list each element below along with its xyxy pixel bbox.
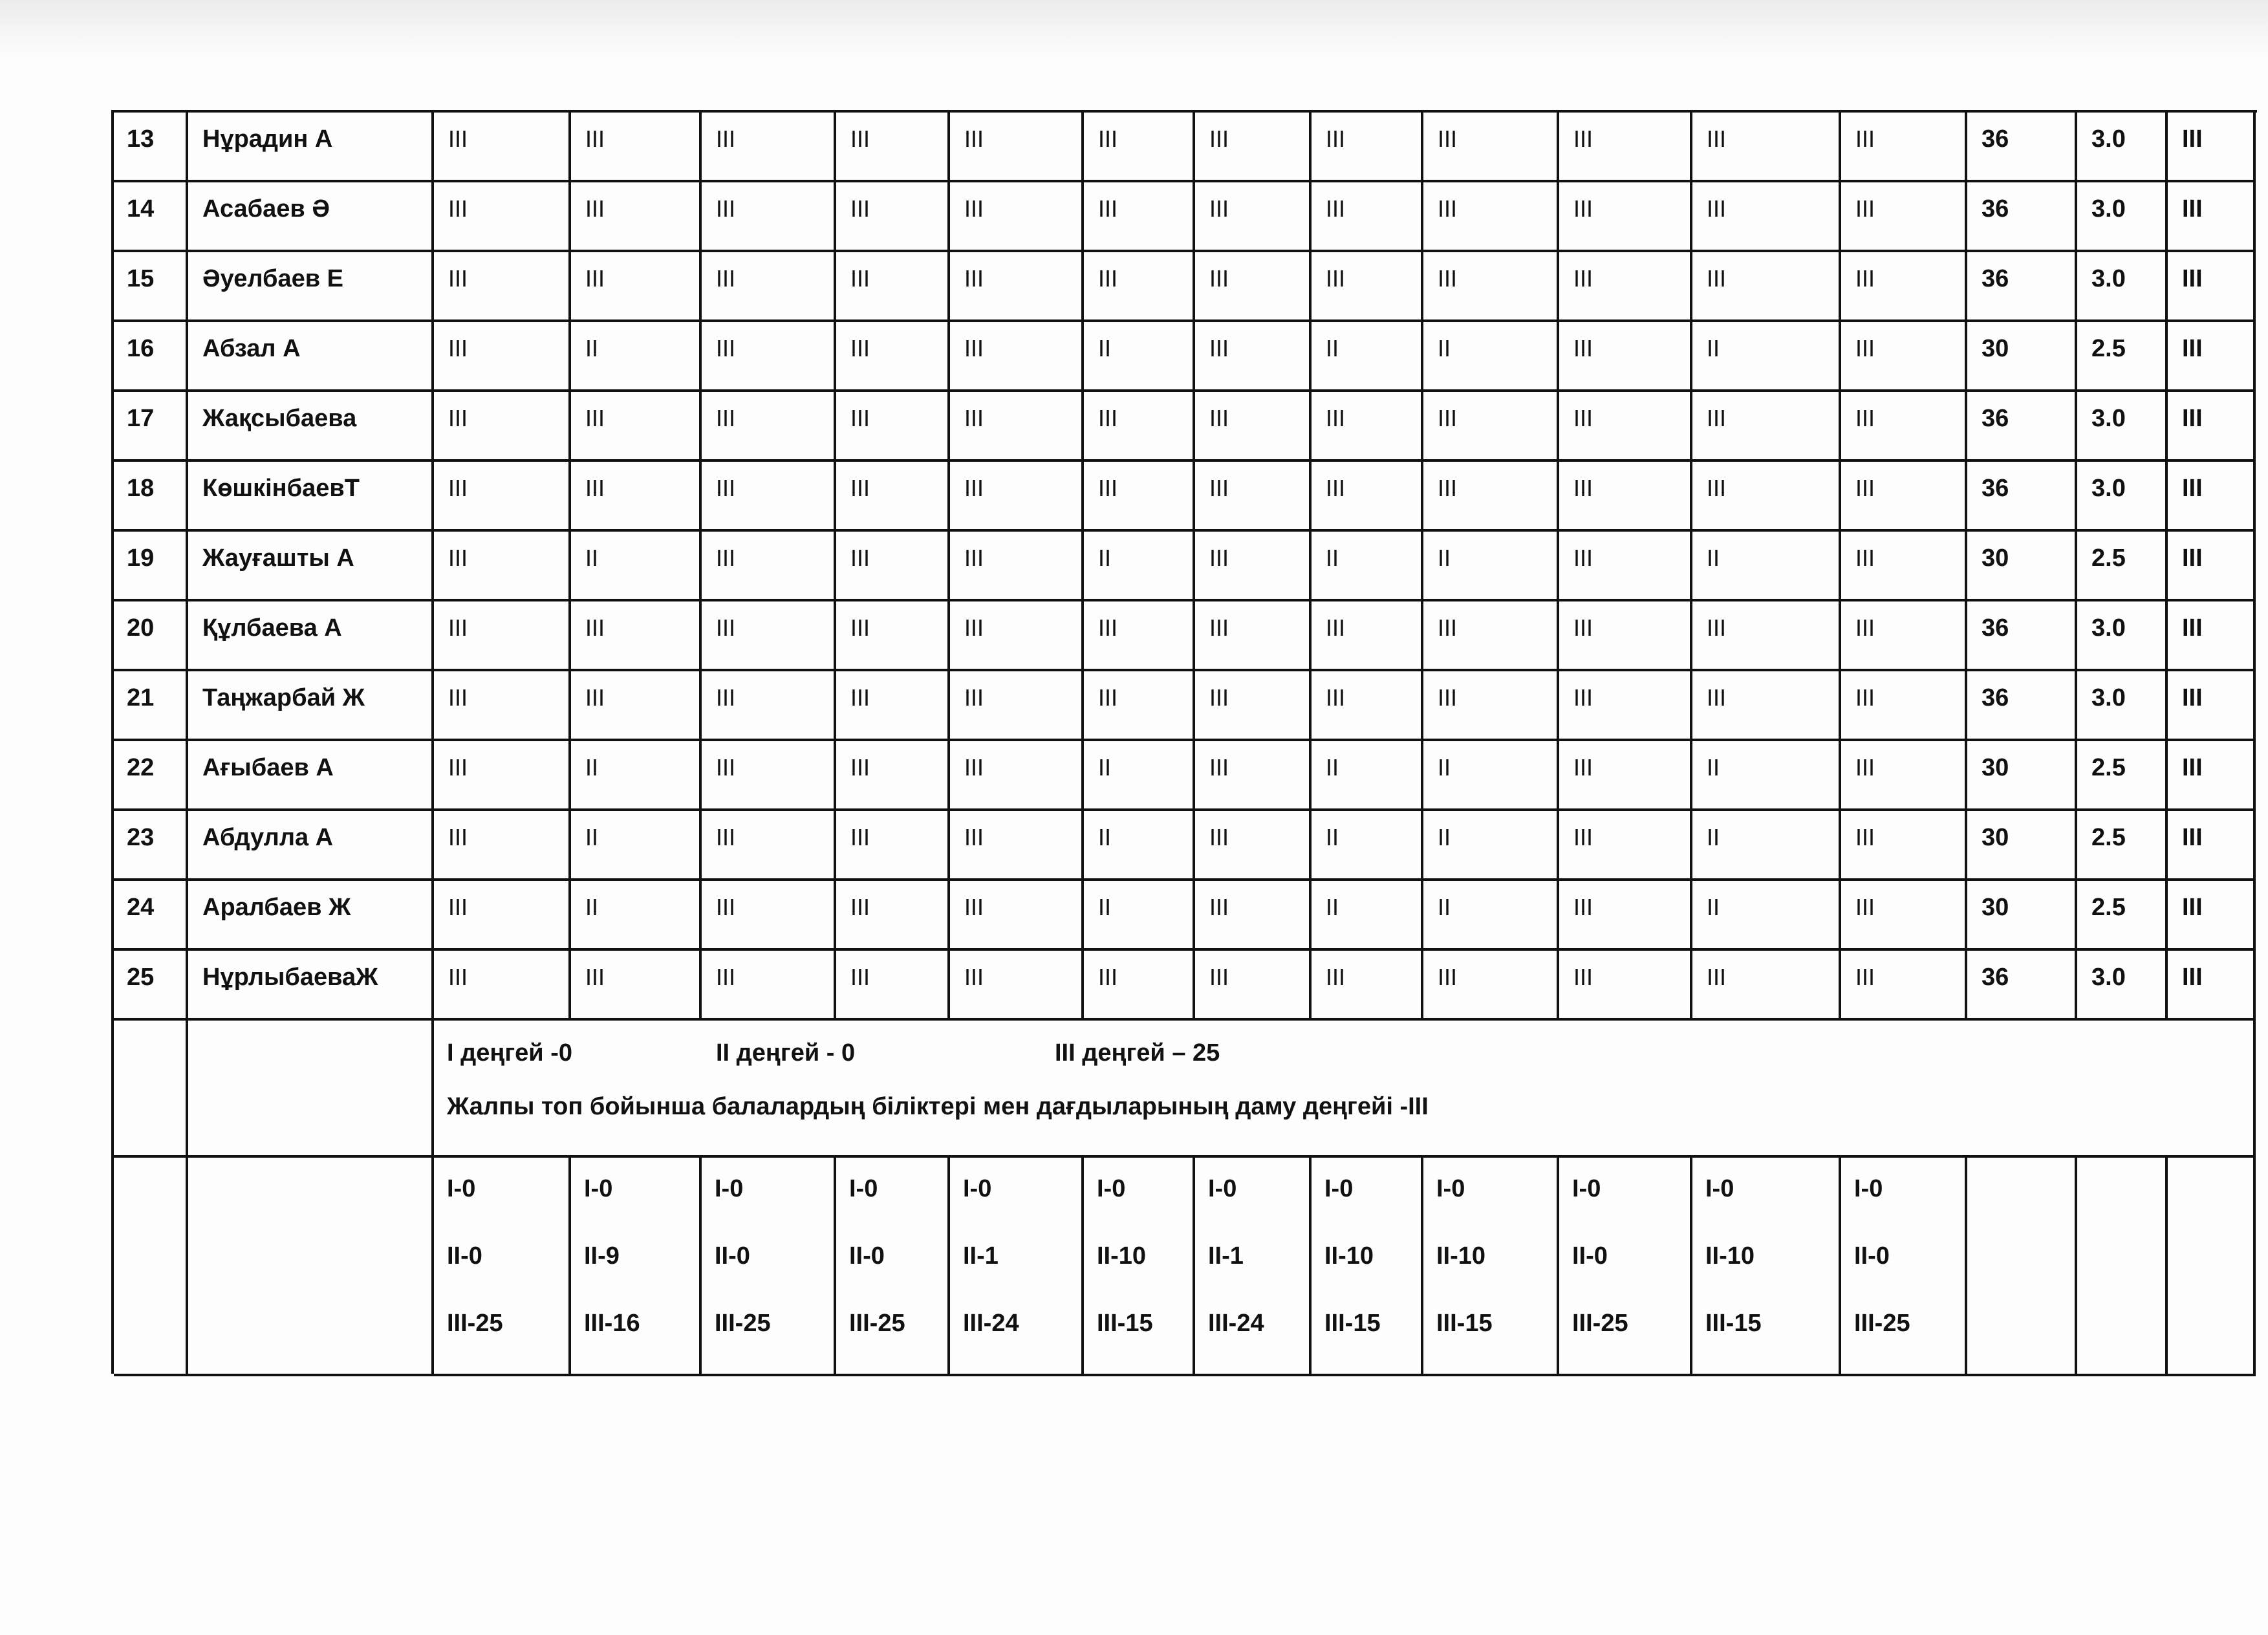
skill-level-cell: II — [1692, 532, 1841, 601]
distribution-value: I-0 — [963, 1175, 992, 1202]
skill-level-cell: II — [1692, 811, 1841, 881]
skill-level-cell: II — [1084, 532, 1195, 601]
skill-level-cell: II — [1692, 322, 1841, 392]
skill-level-cell: III — [702, 252, 836, 322]
skill-level-cell: III — [702, 532, 836, 601]
skill-level-cell: III — [1559, 951, 1692, 1021]
skill-level-cell: II — [1423, 322, 1559, 392]
skill-level-cell: III — [1195, 811, 1312, 881]
skill-level-cell: III — [1559, 811, 1692, 881]
skill-level-cell: III — [1841, 113, 1967, 182]
row-number: 23 — [114, 811, 188, 881]
total-score: 30 — [1967, 322, 2077, 392]
level-3-count: III деңгей – 25 — [1055, 1039, 1220, 1067]
empty-cell — [114, 1158, 188, 1376]
total-score: 36 — [1967, 462, 2077, 532]
level-counts — [447, 1032, 2253, 1074]
average-score: 2.5 — [2077, 322, 2168, 392]
distribution-value: III-25 — [1572, 1310, 1628, 1337]
skill-level-cell: III — [836, 601, 950, 671]
skill-level-cell: III — [434, 951, 571, 1021]
child-name: НұрлыбаеваЖ — [188, 951, 434, 1021]
distribution-value: II-10 — [1705, 1242, 1755, 1270]
skill-level-cell: III — [434, 462, 571, 532]
total-score: 30 — [1967, 811, 2077, 881]
empty-cell — [188, 1158, 434, 1376]
average-score: 2.5 — [2077, 811, 2168, 881]
skill-level-cell: II — [1312, 532, 1423, 601]
skill-level-cell: III — [1841, 811, 1967, 881]
skill-level-cell: II — [1084, 881, 1195, 951]
skill-level-cell: III — [571, 951, 702, 1021]
distribution-value: II-0 — [715, 1242, 750, 1270]
skill-level-cell: II — [1423, 881, 1559, 951]
distribution-value: III-15 — [1324, 1310, 1381, 1337]
distribution-value: II-10 — [1436, 1242, 1486, 1270]
distribution-value: I-0 — [1572, 1175, 1601, 1202]
level-distribution-cell — [1084, 1158, 1195, 1376]
distribution-value: II-10 — [1324, 1242, 1374, 1270]
total-score: 30 — [1967, 532, 2077, 601]
final-level: III — [2168, 811, 2256, 881]
child-name: Аралбаев Ж — [188, 881, 434, 951]
skill-level-cell: III — [1692, 113, 1841, 182]
empty-cell — [188, 1021, 434, 1158]
skill-level-cell: III — [950, 881, 1084, 951]
skill-level-cell: II — [1312, 811, 1423, 881]
final-level: III — [2168, 881, 2256, 951]
skill-level-cell: III — [434, 601, 571, 671]
skill-level-cell: II — [1423, 811, 1559, 881]
skill-level-cell: III — [1084, 671, 1195, 741]
skill-level-cell: III — [1084, 182, 1195, 252]
distribution-value: III-15 — [1705, 1310, 1762, 1337]
skill-level-cell: III — [1195, 881, 1312, 951]
skill-level-cell: III — [1841, 881, 1967, 951]
skill-level-cell: III — [836, 671, 950, 741]
skill-level-cell: III — [702, 811, 836, 881]
skill-level-cell: II — [571, 322, 702, 392]
skill-level-cell: III — [1841, 322, 1967, 392]
skill-level-cell: III — [571, 462, 702, 532]
skill-level-cell: III — [836, 462, 950, 532]
skill-level-cell: III — [1559, 532, 1692, 601]
skill-level-cell: III — [1195, 113, 1312, 182]
skill-level-cell: III — [1195, 252, 1312, 322]
skill-level-cell: III — [1423, 392, 1559, 462]
skill-level-cell: III — [950, 182, 1084, 252]
level-distribution-cell — [1195, 1158, 1312, 1376]
row-number: 14 — [114, 182, 188, 252]
distribution-value: I-0 — [584, 1175, 613, 1202]
level-distribution-cell — [950, 1158, 1084, 1376]
skill-level-cell: III — [1559, 252, 1692, 322]
skill-level-cell: III — [571, 182, 702, 252]
average-score: 2.5 — [2077, 881, 2168, 951]
skill-level-cell: III — [1195, 951, 1312, 1021]
child-name: Жақсыбаева — [188, 392, 434, 462]
skill-level-cell: III — [950, 532, 1084, 601]
row-number: 20 — [114, 601, 188, 671]
final-level: III — [2168, 392, 2256, 462]
skill-level-cell: III — [434, 113, 571, 182]
skill-level-cell: III — [571, 392, 702, 462]
skill-level-cell: III — [1195, 392, 1312, 462]
group-summary: Жалпы топ бойынша балалардың біліктері мен дағдыларының даму деңгейі -III — [447, 1093, 1429, 1120]
child-name: Ағыбаев А — [188, 741, 434, 811]
final-level: III — [2168, 252, 2256, 322]
skill-level-cell: III — [836, 252, 950, 322]
distribution-value: III-25 — [849, 1310, 905, 1337]
level-distribution-cell — [1841, 1158, 1967, 1376]
skill-level-cell: III — [1195, 671, 1312, 741]
skill-level-cell: III — [434, 252, 571, 322]
skill-level-cell: III — [434, 671, 571, 741]
skill-level-cell: III — [1423, 601, 1559, 671]
skill-level-cell: III — [950, 252, 1084, 322]
row-number: 21 — [114, 671, 188, 741]
skill-level-cell: III — [1841, 951, 1967, 1021]
skill-level-cell: III — [1559, 741, 1692, 811]
skill-level-cell: III — [1423, 462, 1559, 532]
skill-level-cell: III — [1423, 951, 1559, 1021]
average-score: 2.5 — [2077, 741, 2168, 811]
skill-level-cell: III — [1312, 462, 1423, 532]
final-level: III — [2168, 113, 2256, 182]
row-number: 16 — [114, 322, 188, 392]
empty-cell — [1967, 1158, 2077, 1376]
skill-level-cell: III — [836, 741, 950, 811]
row-number: 18 — [114, 462, 188, 532]
distribution-value: I-0 — [1097, 1175, 1126, 1202]
total-score: 30 — [1967, 881, 2077, 951]
skill-level-cell: III — [1195, 532, 1312, 601]
distribution-value: I-0 — [1208, 1175, 1237, 1202]
distribution-value: II-10 — [1097, 1242, 1147, 1270]
skill-level-cell: III — [1841, 671, 1967, 741]
skill-level-cell: III — [1559, 881, 1692, 951]
skill-level-cell: III — [1559, 671, 1692, 741]
skill-level-cell: II — [571, 881, 702, 951]
skill-level-cell: III — [702, 601, 836, 671]
distribution-value: II-0 — [1854, 1242, 1890, 1270]
level-distribution-cell — [571, 1158, 702, 1376]
skill-level-cell: III — [1559, 601, 1692, 671]
skill-level-cell: III — [836, 811, 950, 881]
empty-cell — [2168, 1158, 2256, 1376]
skill-level-cell: III — [1423, 671, 1559, 741]
distribution-value: I-0 — [447, 1175, 476, 1202]
distribution-value: II-0 — [1572, 1242, 1608, 1270]
skill-level-cell: III — [1559, 322, 1692, 392]
skill-level-cell: III — [836, 182, 950, 252]
skill-level-cell: III — [1692, 392, 1841, 462]
skill-level-cell: III — [434, 322, 571, 392]
final-level: III — [2168, 462, 2256, 532]
skill-level-cell: III — [1084, 601, 1195, 671]
level-distribution-cell — [1559, 1158, 1692, 1376]
skill-level-cell: III — [1692, 671, 1841, 741]
distribution-value: II-0 — [849, 1242, 885, 1270]
skill-level-cell: III — [702, 182, 836, 252]
distribution-value: I-0 — [715, 1175, 744, 1202]
total-score: 36 — [1967, 951, 2077, 1021]
skill-level-cell: III — [702, 951, 836, 1021]
skill-level-cell: III — [1692, 252, 1841, 322]
level-1-count: I деңгей -0 — [447, 1039, 572, 1067]
skill-level-cell: III — [1841, 252, 1967, 322]
skill-level-cell: III — [1841, 532, 1967, 601]
average-score: 3.0 — [2077, 671, 2168, 741]
empty-cell — [114, 1021, 188, 1158]
average-score: 2.5 — [2077, 532, 2168, 601]
skill-level-cell: II — [1423, 532, 1559, 601]
skill-level-cell: III — [1084, 462, 1195, 532]
skill-level-cell: II — [1312, 881, 1423, 951]
level-2-count: II деңгей - 0 — [716, 1039, 856, 1067]
row-number: 24 — [114, 881, 188, 951]
skill-level-cell: III — [1692, 601, 1841, 671]
row-number: 19 — [114, 532, 188, 601]
average-score: 3.0 — [2077, 113, 2168, 182]
child-name: Асабаев Ә — [188, 182, 434, 252]
skill-level-cell: III — [702, 462, 836, 532]
level-distribution-cell — [434, 1158, 571, 1376]
skill-level-cell: III — [1084, 392, 1195, 462]
group-statistics — [434, 1021, 2256, 1158]
skill-level-cell: III — [1312, 601, 1423, 671]
skill-level-cell: III — [434, 532, 571, 601]
distribution-value: III-25 — [715, 1310, 771, 1337]
child-name: Нұрадин А — [188, 113, 434, 182]
distribution-value: I-0 — [1854, 1175, 1883, 1202]
skill-level-cell: III — [836, 951, 950, 1021]
scan-edge-shadow — [0, 0, 2268, 58]
total-score: 36 — [1967, 671, 2077, 741]
final-level: III — [2168, 532, 2256, 601]
skill-level-cell: II — [571, 811, 702, 881]
distribution-value: III-15 — [1436, 1310, 1493, 1337]
skill-level-cell: III — [950, 601, 1084, 671]
total-score: 30 — [1967, 741, 2077, 811]
total-score: 36 — [1967, 113, 2077, 182]
level-distribution-cell — [702, 1158, 836, 1376]
level-distribution-cell — [836, 1158, 950, 1376]
average-score: 3.0 — [2077, 951, 2168, 1021]
child-name: Абдулла А — [188, 811, 434, 881]
skill-level-cell: III — [434, 392, 571, 462]
skill-level-cell: III — [702, 881, 836, 951]
final-level: III — [2168, 601, 2256, 671]
final-level: III — [2168, 741, 2256, 811]
skill-level-cell: III — [571, 113, 702, 182]
average-score: 3.0 — [2077, 462, 2168, 532]
distribution-value: III-16 — [584, 1310, 640, 1337]
skill-level-cell: II — [1692, 881, 1841, 951]
row-number: 25 — [114, 951, 188, 1021]
skill-level-cell: II — [1084, 322, 1195, 392]
skill-level-cell: III — [1841, 182, 1967, 252]
skill-level-cell: III — [1692, 951, 1841, 1021]
skill-level-cell: III — [1841, 462, 1967, 532]
skill-level-cell: III — [950, 811, 1084, 881]
skill-level-cell: III — [702, 741, 836, 811]
distribution-value: II-1 — [1208, 1242, 1244, 1270]
skill-level-cell: III — [950, 322, 1084, 392]
skill-level-cell: III — [1423, 113, 1559, 182]
average-score: 3.0 — [2077, 252, 2168, 322]
skill-level-cell: III — [950, 392, 1084, 462]
skill-level-cell: III — [1312, 671, 1423, 741]
total-score: 36 — [1967, 252, 2077, 322]
skill-level-cell: III — [950, 951, 1084, 1021]
skill-level-cell: III — [1084, 113, 1195, 182]
skill-level-cell: II — [1084, 741, 1195, 811]
skill-level-cell: III — [950, 671, 1084, 741]
child-name: Жауғашты А — [188, 532, 434, 601]
skill-level-cell: III — [1559, 182, 1692, 252]
total-score: 36 — [1967, 182, 2077, 252]
empty-cell — [2077, 1158, 2168, 1376]
skill-level-cell: III — [1312, 951, 1423, 1021]
child-name: Әуелбаев Е — [188, 252, 434, 322]
skill-level-cell: III — [571, 252, 702, 322]
child-name: Құлбаева А — [188, 601, 434, 671]
distribution-value: II-9 — [584, 1242, 620, 1270]
skill-level-cell: III — [1841, 392, 1967, 462]
skill-level-cell: III — [1559, 392, 1692, 462]
child-name: Таңжарбай Ж — [188, 671, 434, 741]
child-name: Абзал А — [188, 322, 434, 392]
distribution-value: I-0 — [1705, 1175, 1734, 1202]
skill-level-cell: III — [1195, 601, 1312, 671]
distribution-value: II-1 — [963, 1242, 999, 1270]
skill-level-cell: III — [1841, 601, 1967, 671]
skill-level-cell: II — [1312, 741, 1423, 811]
row-number: 17 — [114, 392, 188, 462]
row-number: 13 — [114, 113, 188, 182]
distribution-value: I-0 — [849, 1175, 878, 1202]
skill-level-cell: III — [950, 462, 1084, 532]
skill-level-cell: III — [1195, 741, 1312, 811]
skill-level-cell: III — [1312, 182, 1423, 252]
skill-level-cell: III — [702, 322, 836, 392]
distribution-value: I-0 — [1324, 1175, 1354, 1202]
final-level: III — [2168, 182, 2256, 252]
skill-level-cell: III — [1084, 951, 1195, 1021]
distribution-value: II-0 — [447, 1242, 482, 1270]
distribution-value: III-24 — [963, 1310, 1019, 1337]
average-score: 3.0 — [2077, 601, 2168, 671]
skill-level-cell: III — [702, 113, 836, 182]
skill-level-cell: III — [950, 113, 1084, 182]
total-score: 36 — [1967, 601, 2077, 671]
skill-level-cell: III — [1312, 392, 1423, 462]
skill-level-cell: III — [702, 671, 836, 741]
level-distribution-cell — [1692, 1158, 1841, 1376]
final-level: III — [2168, 322, 2256, 392]
skill-level-cell: III — [702, 392, 836, 462]
skill-level-cell: III — [836, 322, 950, 392]
skill-level-cell: III — [1559, 113, 1692, 182]
skill-level-cell: III — [836, 392, 950, 462]
distribution-value: III-15 — [1097, 1310, 1153, 1337]
distribution-value: III-25 — [447, 1310, 503, 1337]
level-distribution-cell — [1312, 1158, 1423, 1376]
level-distribution-cell — [1423, 1158, 1559, 1376]
distribution-value: III-25 — [1854, 1310, 1910, 1337]
row-number: 15 — [114, 252, 188, 322]
skill-level-cell: II — [571, 741, 702, 811]
skill-level-cell: II — [1423, 741, 1559, 811]
skill-level-cell: III — [571, 671, 702, 741]
skill-level-cell: II — [1312, 322, 1423, 392]
skill-level-cell: III — [836, 881, 950, 951]
final-level: III — [2168, 951, 2256, 1021]
skill-level-cell: II — [1692, 741, 1841, 811]
skill-level-cell: III — [1195, 322, 1312, 392]
skill-level-cell: III — [1841, 741, 1967, 811]
distribution-value: III-24 — [1208, 1310, 1264, 1337]
skill-level-cell: III — [1423, 252, 1559, 322]
average-score: 3.0 — [2077, 182, 2168, 252]
total-score: 36 — [1967, 392, 2077, 462]
skill-level-cell: III — [1312, 252, 1423, 322]
row-number: 22 — [114, 741, 188, 811]
skill-level-cell: III — [434, 741, 571, 811]
skill-level-cell: III — [1423, 182, 1559, 252]
skill-level-cell: III — [434, 881, 571, 951]
skill-level-cell: III — [1084, 252, 1195, 322]
skill-level-cell: III — [836, 532, 950, 601]
skill-level-cell: III — [434, 811, 571, 881]
skill-level-cell: III — [950, 741, 1084, 811]
skill-level-cell: II — [1084, 811, 1195, 881]
skill-level-cell: III — [434, 182, 571, 252]
child-name: КөшкінбаевТ — [188, 462, 434, 532]
skill-level-cell: III — [1195, 182, 1312, 252]
skill-level-cell: III — [1559, 462, 1692, 532]
distribution-value: I-0 — [1436, 1175, 1465, 1202]
skill-level-cell: III — [1312, 113, 1423, 182]
final-level: III — [2168, 671, 2256, 741]
skill-level-cell: III — [836, 113, 950, 182]
skill-level-cell: II — [571, 532, 702, 601]
skill-level-cell: III — [1692, 462, 1841, 532]
assessment-table — [111, 110, 2257, 1374]
skill-level-cell: III — [571, 601, 702, 671]
skill-level-cell: III — [1692, 182, 1841, 252]
skill-level-cell: III — [1195, 462, 1312, 532]
average-score: 3.0 — [2077, 392, 2168, 462]
